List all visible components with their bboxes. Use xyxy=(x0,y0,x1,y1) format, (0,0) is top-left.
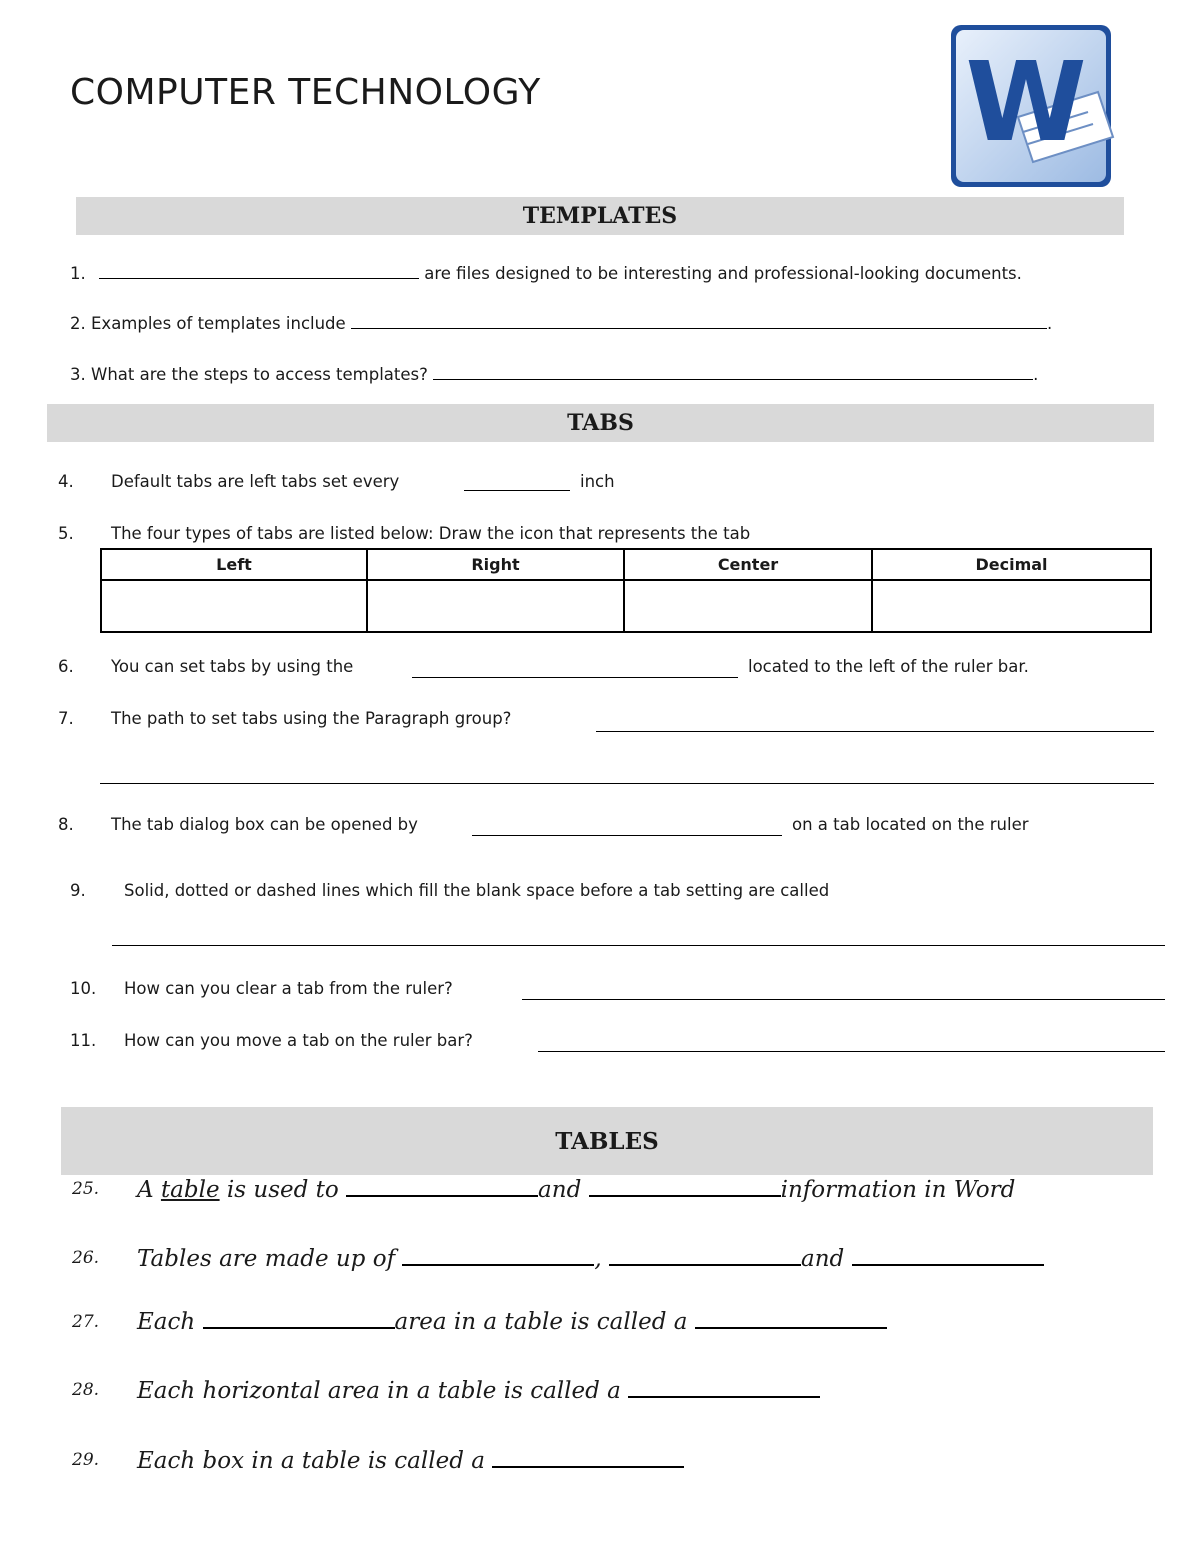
question-3 xyxy=(70,365,1038,384)
question-number: 29. xyxy=(72,1450,100,1470)
answer-blank[interactable] xyxy=(433,379,1033,380)
answer-blank[interactable] xyxy=(538,1051,1165,1052)
question-number: 9. xyxy=(70,881,86,900)
question-number: 1. xyxy=(70,264,86,283)
table-cell[interactable] xyxy=(367,580,624,632)
answer-blank[interactable] xyxy=(99,278,419,279)
question-text: information in Word xyxy=(780,1177,1016,1203)
question-number: 28. xyxy=(72,1380,100,1400)
question-number: 11. xyxy=(70,1031,97,1050)
question-text: is used to xyxy=(226,1177,339,1203)
table-cell[interactable] xyxy=(872,580,1151,632)
question-text: Tables are made up of xyxy=(137,1246,396,1272)
question-text: Each horizontal area in a table is called a xyxy=(137,1378,621,1404)
question-text: are files designed to be interesting and professional-looking documents. xyxy=(424,264,1022,283)
answer-blank[interactable] xyxy=(492,1466,684,1468)
underlined-term: table xyxy=(160,1177,220,1203)
question-text: The four types of tabs are listed below: Draw the icon that represents the tab xyxy=(111,524,751,543)
answer-blank[interactable] xyxy=(464,490,570,491)
tabs-heading: TABS xyxy=(47,404,1154,442)
word-logo-icon xyxy=(948,22,1116,190)
question-text: What are the steps to access templates? xyxy=(91,365,428,384)
question-text: How can you clear a tab from the ruler? xyxy=(124,979,453,998)
table-cell[interactable] xyxy=(101,580,367,632)
question-text: area in a table is called a xyxy=(394,1309,688,1335)
question-number: 10. xyxy=(70,979,97,998)
period: . xyxy=(1046,314,1053,333)
tab-types-table xyxy=(100,548,1152,633)
question-26 xyxy=(137,1246,1044,1272)
svg-text:W: W xyxy=(965,38,1087,166)
question-number: 25. xyxy=(72,1179,100,1199)
answer-blank[interactable] xyxy=(695,1327,887,1329)
answer-blank[interactable] xyxy=(351,328,1047,329)
question-number: 3. xyxy=(70,365,86,384)
question-number: 8. xyxy=(58,815,74,834)
question-2 xyxy=(70,314,1052,333)
question-text: and xyxy=(538,1177,582,1203)
answer-blank[interactable] xyxy=(346,1195,538,1197)
question-text: The tab dialog box can be opened by xyxy=(111,815,418,834)
question-text: and xyxy=(801,1246,845,1272)
page-title: COMPUTER TECHNOLOGY xyxy=(70,72,541,113)
table-cell[interactable] xyxy=(624,580,872,632)
question-number: 4. xyxy=(58,472,74,491)
question-number: 27. xyxy=(72,1312,100,1332)
question-text: Each xyxy=(137,1309,196,1335)
question-text: Solid, dotted or dashed lines which fill the blank space before a tab setting are called xyxy=(124,881,830,900)
comma: , xyxy=(594,1246,602,1272)
question-text: A xyxy=(137,1177,154,1203)
answer-blank[interactable] xyxy=(589,1195,781,1197)
question-text: Default tabs are left tabs set every xyxy=(111,472,400,491)
table-header-decimal: Decimal xyxy=(872,549,1151,580)
question-text: Each box in a table is called a xyxy=(137,1448,485,1474)
question-number: 6. xyxy=(58,657,74,676)
answer-blank[interactable] xyxy=(112,945,1165,946)
question-number: 5. xyxy=(58,524,74,543)
question-number: 2. xyxy=(70,314,86,333)
question-text: Examples of templates include xyxy=(91,314,346,333)
answer-blank[interactable] xyxy=(472,835,782,836)
question-suffix: inch xyxy=(580,472,615,491)
question-text: The path to set tabs using the Paragraph group? xyxy=(111,709,512,728)
question-text: You can set tabs by using the xyxy=(111,657,354,676)
tables-heading: TABLES xyxy=(61,1107,1153,1175)
question-27 xyxy=(137,1309,887,1335)
table-header-left: Left xyxy=(101,549,367,580)
question-number: 7. xyxy=(58,709,74,728)
answer-blank[interactable] xyxy=(852,1264,1044,1266)
period: . xyxy=(1033,365,1039,384)
answer-blank[interactable] xyxy=(203,1327,395,1329)
question-suffix: located to the left of the ruler bar. xyxy=(748,657,1029,676)
answer-blank[interactable] xyxy=(402,1264,594,1266)
question-1 xyxy=(70,264,1022,283)
answer-blank[interactable] xyxy=(100,783,1154,784)
table-header-right: Right xyxy=(367,549,624,580)
answer-blank[interactable] xyxy=(609,1264,801,1266)
question-29 xyxy=(137,1448,684,1474)
question-text: How can you move a tab on the ruler bar? xyxy=(124,1031,473,1050)
answer-blank[interactable] xyxy=(522,999,1165,1000)
question-suffix: on a tab located on the ruler xyxy=(792,815,1029,834)
answer-blank[interactable] xyxy=(412,677,738,678)
answer-blank[interactable] xyxy=(596,731,1154,732)
question-25 xyxy=(137,1177,1015,1203)
templates-heading: TEMPLATES xyxy=(76,197,1124,235)
answer-blank[interactable] xyxy=(628,1396,820,1398)
question-number: 26. xyxy=(72,1248,100,1268)
question-28 xyxy=(137,1378,820,1404)
table-header-center: Center xyxy=(624,549,872,580)
